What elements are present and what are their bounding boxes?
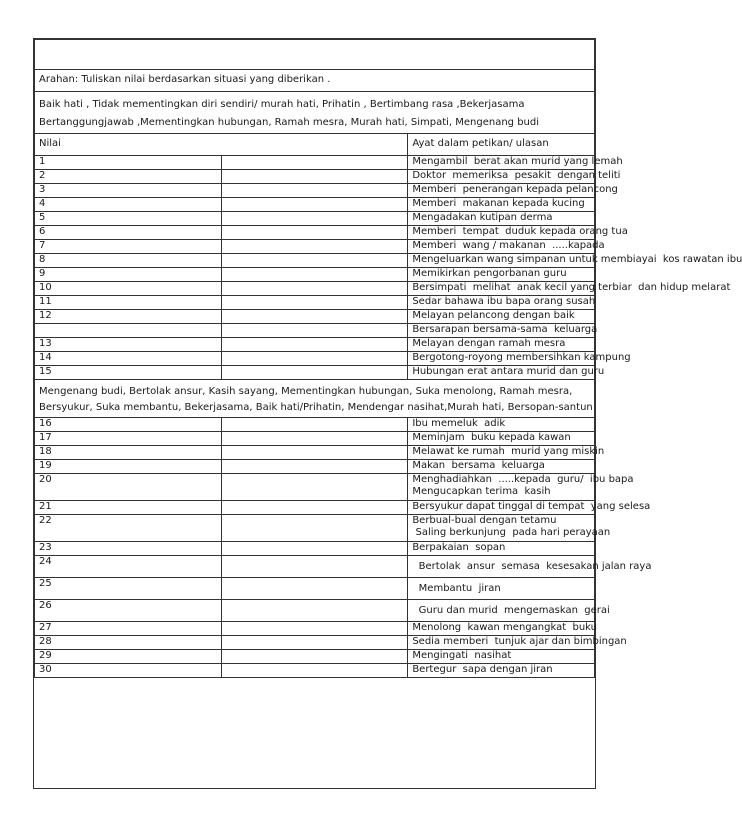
- ayat-text: Hubungan erat antara murid dan guru: [412, 366, 605, 377]
- ayat-text: Saling berkunjung pada hari perayaan: [412, 527, 611, 538]
- header-nilai: Nilai: [35, 134, 408, 156]
- ayat-cell: [408, 366, 605, 380]
- ayat-cell: [408, 578, 595, 600]
- row-number: 29: [35, 650, 222, 664]
- table-row: [35, 650, 595, 664]
- ayat-cell: [408, 636, 627, 650]
- ayat-cell: [408, 170, 621, 184]
- table-row: [35, 542, 595, 556]
- answer-cell[interactable]: [221, 268, 408, 282]
- ayat-cell: [408, 664, 595, 678]
- table-row: [35, 418, 595, 432]
- row-number: 23: [35, 542, 222, 556]
- row-number: 17: [35, 432, 222, 446]
- row-number: 10: [35, 282, 222, 296]
- table-row: [35, 600, 595, 622]
- row-number: 22: [35, 515, 222, 542]
- row-number: 14: [35, 352, 222, 366]
- answer-cell[interactable]: [221, 156, 408, 170]
- answer-cell[interactable]: [221, 338, 408, 352]
- row-number: 25: [35, 578, 222, 600]
- table-row: [35, 282, 595, 296]
- table-row: [35, 636, 595, 650]
- ayat-cell: [408, 650, 595, 664]
- ayat-cell: [408, 418, 595, 432]
- worksheet-table: [34, 39, 742, 678]
- ayat-cell: [408, 446, 605, 460]
- table-row: [35, 338, 595, 352]
- answer-cell[interactable]: [221, 556, 408, 578]
- table-row: [35, 212, 595, 226]
- row-number: 28: [35, 636, 222, 650]
- row-number: 11: [35, 296, 222, 310]
- table-row: [35, 366, 595, 380]
- table-row: [35, 310, 595, 324]
- worksheet: [33, 38, 742, 789]
- ayat-text: Sedar bahawa ibu bapa orang susah: [412, 296, 596, 307]
- row-number: 13: [35, 338, 222, 352]
- ayat-text: Memberi penerangan kepada pelancong: [412, 184, 618, 195]
- ayat-text: Bertolak ansur semasa kesesakan jalan raya: [412, 561, 652, 572]
- table-row: [35, 622, 595, 636]
- value-list-1-line-1: Baik hati , Tidak mementingkan diri sendiri/ murah hati, Prihatin , Bertimbang rasa ,Bekerjasama: [39, 99, 525, 110]
- answer-cell[interactable]: [221, 324, 408, 338]
- row-number: 7: [35, 240, 222, 254]
- ayat-text: Mengucapkan terima kasih: [412, 486, 551, 497]
- row-number: 24: [35, 556, 222, 578]
- answer-cell[interactable]: [221, 600, 408, 622]
- ayat-text: Guru dan murid mengemaskan gerai: [412, 605, 610, 616]
- table-row: [35, 240, 595, 254]
- ayat-text: Mengambil berat akan murid yang lemah: [412, 156, 623, 167]
- ayat-cell: [408, 254, 742, 268]
- instruction-row: [35, 70, 595, 92]
- ayat-text: Memberi wang / makanan .....kapada: [412, 240, 605, 251]
- ayat-cell: [408, 226, 628, 240]
- ayat-cell: [408, 296, 595, 310]
- table-row: [35, 268, 595, 282]
- ayat-text: Bersarapan bersama-sama keluarga: [412, 324, 598, 335]
- instruction-text: Arahan: Tuliskan nilai berdasarkan situasi yang diberikan .: [35, 70, 595, 92]
- row-number: 30: [35, 664, 222, 678]
- table-row: [35, 324, 595, 338]
- blank-top-row: [35, 40, 595, 70]
- answer-cell[interactable]: [221, 432, 408, 446]
- ayat-cell: [408, 352, 631, 366]
- row-number: 15: [35, 366, 222, 380]
- row-number: 19: [35, 460, 222, 474]
- table-row: [35, 515, 595, 542]
- ayat-cell: [408, 474, 634, 501]
- table-row: [35, 352, 595, 366]
- ayat-text: Membantu jiran: [412, 583, 501, 594]
- answer-cell[interactable]: [221, 418, 408, 432]
- answer-cell[interactable]: [221, 296, 408, 310]
- row-number: 21: [35, 501, 222, 515]
- table-row: [35, 198, 595, 212]
- table-row: [35, 254, 595, 268]
- ayat-text: Ibu memeluk adik: [412, 418, 506, 429]
- answer-cell[interactable]: [221, 352, 408, 366]
- ayat-text: Bertegur sapa dengan jiran: [412, 664, 553, 675]
- header-ayat: Ayat dalam petikan/ ulasan: [408, 134, 595, 156]
- value-list-1-line-2: Bertanggungjawab ,Mementingkan hubungan, Ramah mesra, Murah hati, Simpati, Mengenang budi: [39, 117, 540, 128]
- table-row: [35, 296, 595, 310]
- ayat-cell: [408, 184, 618, 198]
- ayat-text: Mengadakan kutipan derma: [412, 212, 553, 223]
- row-number: 18: [35, 446, 222, 460]
- ayat-cell: [408, 600, 610, 622]
- answer-cell[interactable]: [221, 446, 408, 460]
- row-number: 3: [35, 184, 222, 198]
- row-number: 12: [35, 310, 222, 324]
- row-number: 8: [35, 254, 222, 268]
- answer-cell[interactable]: [221, 650, 408, 664]
- ayat-cell: [408, 212, 595, 226]
- answer-cell[interactable]: [221, 501, 408, 515]
- row-number: 26: [35, 600, 222, 622]
- table-row: [35, 446, 595, 460]
- worksheet-body: [35, 40, 742, 678]
- ayat-cell: [408, 501, 651, 515]
- ayat-cell: [408, 240, 605, 254]
- answer-cell[interactable]: [221, 578, 408, 600]
- header-row: [35, 134, 595, 156]
- answer-cell[interactable]: [221, 212, 408, 226]
- answer-cell[interactable]: [221, 310, 408, 324]
- ayat-cell: [408, 542, 595, 556]
- answer-cell[interactable]: [221, 664, 408, 678]
- ayat-text: Menolong kawan mengangkat buku: [412, 622, 597, 633]
- ayat-cell: [408, 268, 595, 282]
- value-list-2-line-1: Mengenang budi, Bertolak ansur, Kasih sayang, Mementingkan hubungan, Suka menolong, Ramah mesra,: [39, 386, 573, 397]
- ayat-text: Bersyukur dapat tinggal di tempat yang selesa: [412, 501, 651, 512]
- ayat-text: Makan bersama keluarga: [412, 460, 545, 471]
- ayat-cell: [408, 432, 595, 446]
- answer-cell[interactable]: [221, 636, 408, 650]
- ayat-text: Berbual-bual dengan tetamu: [412, 515, 557, 526]
- ayat-text: Meminjam buku kepada kawan: [412, 432, 571, 443]
- table-row: [35, 184, 595, 198]
- table-row: [35, 556, 595, 578]
- ayat-text: Mengingati nasihat: [412, 650, 512, 661]
- ayat-cell: [408, 338, 595, 352]
- ayat-text: Memberi tempat duduk kepada orang tua: [412, 226, 628, 237]
- ayat-cell: [408, 556, 652, 578]
- ayat-text: Memberi makanan kepada kucing: [412, 198, 585, 209]
- ayat-text: Melayan pelancong dengan baik: [412, 310, 575, 321]
- ayat-text: Mengeluarkan wang simpanan untuk membiayai kos rawatan ibu: [412, 254, 742, 265]
- row-number: [35, 324, 222, 338]
- ayat-cell: [408, 324, 598, 338]
- table-row: [35, 578, 595, 600]
- ayat-text: Berpakaian sopan: [412, 542, 506, 553]
- answer-cell[interactable]: [221, 366, 408, 380]
- table-row: [35, 664, 595, 678]
- ayat-text: Bergotong-royong membersihkan kampung: [412, 352, 631, 363]
- ayat-text: Melayan dengan ramah mesra: [412, 338, 566, 349]
- row-number: 2: [35, 170, 222, 184]
- value-list-2-row: [35, 380, 595, 418]
- ayat-cell: [408, 198, 595, 212]
- answer-cell[interactable]: [221, 622, 408, 636]
- table-row: [35, 432, 595, 446]
- ayat-cell: [408, 622, 595, 636]
- row-number: 6: [35, 226, 222, 240]
- row-number: 4: [35, 198, 222, 212]
- answer-cell[interactable]: [221, 474, 408, 501]
- row-number: 20: [35, 474, 222, 501]
- answer-cell[interactable]: [221, 542, 408, 556]
- ayat-cell: [408, 156, 623, 170]
- value-list-1-row: [35, 92, 595, 134]
- answer-cell[interactable]: [221, 254, 408, 268]
- value-list-2-line-2: Bersyukur, Suka membantu, Bekerjasama, Baik hati/Prihatin, Mendengar nasihat,Murah hati, Bersopan-santun: [39, 402, 593, 413]
- ayat-cell: [408, 515, 611, 542]
- ayat-cell: [408, 310, 595, 324]
- answer-cell[interactable]: [221, 460, 408, 474]
- ayat-text: Sedia memberi tunjuk ajar dan bimbingan: [412, 636, 627, 647]
- table-row: [35, 501, 595, 515]
- ayat-text: Memikirkan pengorbanan guru: [412, 268, 567, 279]
- answer-cell[interactable]: [221, 198, 408, 212]
- table-row: [35, 170, 595, 184]
- row-number: 9: [35, 268, 222, 282]
- answer-cell[interactable]: [221, 240, 408, 254]
- answer-cell[interactable]: [221, 184, 408, 198]
- table-row: [35, 460, 595, 474]
- answer-cell[interactable]: [221, 515, 408, 542]
- row-number: 1: [35, 156, 222, 170]
- answer-cell[interactable]: [221, 282, 408, 296]
- row-number: 16: [35, 418, 222, 432]
- row-number: 27: [35, 622, 222, 636]
- ayat-cell: [408, 460, 595, 474]
- answer-cell[interactable]: [221, 170, 408, 184]
- ayat-text: Melawat ke rumah murid yang miskin: [412, 446, 605, 457]
- table-row: [35, 156, 595, 170]
- row-number: 5: [35, 212, 222, 226]
- ayat-text: Menghadiahkan .....kepada guru/ ibu bapa: [412, 474, 634, 485]
- table-row: [35, 474, 595, 501]
- ayat-cell: [408, 282, 731, 296]
- answer-cell[interactable]: [221, 226, 408, 240]
- ayat-text: Bersimpati melihat anak kecil yang terbiar dan hidup melarat: [412, 282, 731, 293]
- ayat-text: Doktor memeriksa pesakit dengan teliti: [412, 170, 621, 181]
- table-row: [35, 226, 595, 240]
